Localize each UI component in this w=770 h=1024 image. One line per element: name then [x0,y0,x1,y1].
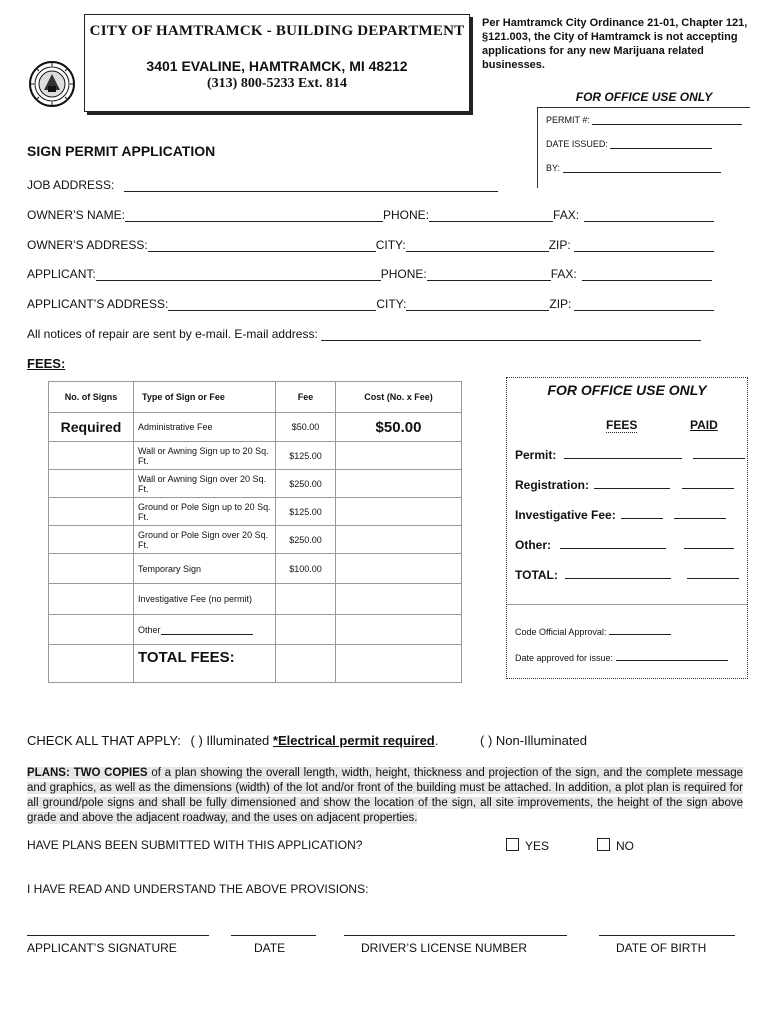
date-issued-row: DATE ISSUED: [546,138,712,149]
job-address-row: JOB ADDRESS: [27,178,498,192]
cost-input-cell[interactable] [336,584,462,615]
ordinance-note: Per Hamtramck City Ordinance 21-01, Chapter 121, §121.003, the City of Hamtramck is not accepting applications for any new Marijuana related businesses. [482,17,748,71]
sign-type-cell: Administrative Fee [134,413,276,442]
applicant-address-row: APPLICANT’S ADDRESS: CITY: ZIP: [27,297,714,311]
office-use-title: FOR OFFICE USE ONLY [575,90,713,104]
other-fee-field[interactable] [560,538,666,549]
table-row [49,554,462,584]
applicant-signature-label: APPLICANT’S SIGNATURE [27,941,177,955]
investigative-fee-field[interactable] [621,508,663,519]
total-fees-label: TOTAL FEES: [134,645,276,683]
office-use-box [537,107,750,188]
count-input-cell[interactable] [49,498,134,526]
department-phone: (313) 800-5233 Ext. 814 [207,76,347,91]
sign-type-cell: Wall or Awning Sign up to 20 Sq. Ft. [134,442,276,470]
count-input-cell[interactable] [49,526,134,554]
col-type-of-sign: Type of Sign or Fee [134,382,276,413]
fee-cell: $100.00 [276,554,336,584]
other-paid-field[interactable] [684,538,734,549]
table-row [49,645,462,683]
applicant-row: APPLICANT: PHONE: FAX: [27,267,712,281]
permit-number-field[interactable] [592,114,742,125]
col-no-of-signs: No. of Signs [49,382,134,413]
sign-type-cell: Ground or Pole Sign up to 20 Sq. Ft. [134,498,276,526]
fee-cell: $125.00 [276,442,336,470]
permit-fee-field[interactable] [564,448,682,459]
paid-column-header: PAID [690,418,718,432]
drivers-license-label: DRIVER’S LICENSE NUMBER [361,941,528,955]
table-row [49,526,462,554]
office-fees-title: FOR OFFICE USE ONLY [547,382,707,398]
owner-zip-field[interactable] [574,239,714,252]
total-fee-field[interactable] [565,568,671,579]
cost-cell: $50.00 [336,413,462,442]
plans-text: of a plan showing the overall length, width, height, thickness and projection of the sign, and the complete message and graphics, as well as the dimensions (width) of the lot and/or front of the building must be attached. In addition, a plot plan is required for all ground/pole signs and shall be fully dimensioned and show the location of the sign, all site improvements, the height of the sign above grade and above the adjacent roadway, and the uses on adjacent properties. [27,767,743,824]
yes-option[interactable]: YES [506,838,549,853]
date-approved-row: Date approved for issue: [515,651,728,663]
sign-type-cell: Ground or Pole Sign over 20 Sq. Ft. [134,526,276,554]
total-paid-field[interactable] [687,568,739,579]
owner-address-field[interactable] [148,239,376,252]
office-investigative-row: Investigative Fee: [515,508,726,522]
check-all-row: CHECK ALL THAT APPLY: ( ) Illuminated *Electrical permit required. ( ) Non-Illuminated [27,733,587,748]
col-fee: Fee [276,382,336,413]
owner-phone-field[interactable] [429,209,553,222]
table-row [49,413,462,442]
owner-city-field[interactable] [406,239,549,252]
office-other-row: Other: [515,538,734,552]
fee-cell: $125.00 [276,498,336,526]
email-row: All notices of repair are sent by e-mail. E-mail address: [27,327,701,341]
date-issued-field[interactable] [610,138,712,149]
table-row [49,584,462,615]
applicant-address-field[interactable] [168,298,376,311]
count-input-cell[interactable] [49,584,134,615]
fee-input-cell[interactable] [276,615,336,645]
other-type-cell: Other [134,615,276,645]
count-input-cell[interactable] [49,442,134,470]
office-permit-row: Permit: [515,448,745,462]
by-row: BY: [546,162,721,173]
job-address-field[interactable] [124,179,498,192]
table-row [49,470,462,498]
applicant-fax-field[interactable] [582,268,712,281]
owner-name-field[interactable] [125,209,383,222]
fee-input-cell[interactable] [276,584,336,615]
cost-input-cell[interactable] [336,554,462,584]
date-of-birth-label: DATE OF BIRTH [616,941,707,955]
plans-label: PLANS: [27,767,70,779]
owner-fax-field[interactable] [584,209,714,222]
registration-paid-field[interactable] [682,478,734,489]
permit-paid-field[interactable] [693,448,745,459]
cost-input-cell[interactable] [336,470,462,498]
department-title: CITY OF HAMTRAMCK - BUILDING DEPARTMENT [89,23,465,39]
office-total-row: TOTAL: [515,568,739,582]
fees-column-header: FEES [606,418,638,432]
applicant-field[interactable] [96,268,381,281]
sign-type-cell: Temporary Sign [134,554,276,584]
table-row [49,442,462,470]
registration-fee-field[interactable] [594,478,670,489]
fees-table [48,381,462,683]
read-understand-statement: I HAVE READ AND UNDERSTAND THE ABOVE PROVISIONS: [27,882,369,896]
approval-field[interactable] [609,625,671,635]
city-seal-icon [28,60,76,108]
fee-input-cell[interactable] [276,645,336,683]
fee-cell: $250.00 [276,470,336,498]
by-field[interactable] [563,162,721,173]
plans-submitted-question: HAVE PLANS BEEN SUBMITTED WITH THIS APPLICATION? [27,838,363,852]
fees-heading: FEES: [27,356,66,371]
divider [507,604,747,605]
no-checkbox[interactable] [597,838,610,851]
table-row [49,615,462,645]
fee-cell: $250.00 [276,526,336,554]
fee-cell: $50.00 [276,413,336,442]
count-input-cell[interactable] [49,470,134,498]
applicant-zip-field[interactable] [574,298,714,311]
count-input-cell[interactable] [49,554,134,584]
applicant-city-field[interactable] [406,298,549,311]
illuminated-option[interactable]: ( ) Illuminated [190,733,270,748]
table-row [49,498,462,526]
yes-checkbox[interactable] [506,838,519,851]
date-line[interactable] [231,935,316,936]
owner-address-row: OWNER’S ADDRESS: CITY: ZIP: [27,238,714,252]
office-fees-box [506,377,748,679]
no-option[interactable]: NO [597,838,634,853]
department-address: 3401 EVALINE, HAMTRAMCK, MI 48212 [146,58,408,74]
dob-line[interactable] [599,935,735,936]
investigative-paid-field[interactable] [674,508,726,519]
email-field[interactable] [321,328,701,341]
cost-input-cell[interactable] [336,442,462,470]
plans-paragraph [27,766,743,826]
non-illuminated-option[interactable]: ( ) Non-Illuminated [480,733,587,748]
admin-count-cell: Required [49,413,134,442]
count-input-cell[interactable] [49,645,134,683]
form-title: SIGN PERMIT APPLICATION [27,143,216,159]
count-input-cell[interactable] [49,615,134,645]
sign-type-cell: Wall or Awning Sign over 20 Sq. Ft. [134,470,276,498]
total-cost-cell[interactable] [336,645,462,683]
plans-copies: TWO COPIES [73,767,148,779]
other-type-field[interactable] [161,625,253,635]
cost-input-cell[interactable] [336,498,462,526]
date-approved-field[interactable] [616,651,728,661]
date-label: DATE [254,941,286,955]
cost-input-cell[interactable] [336,526,462,554]
license-line[interactable] [344,935,567,936]
permit-number-row: PERMIT #: [546,114,742,125]
header-box [84,14,470,112]
signature-line[interactable] [27,935,209,936]
electrical-permit-note: *Electrical permit required [272,733,435,748]
col-cost: Cost (No. x Fee) [336,382,462,413]
owner-name-row: OWNER’S NAME: PHONE: FAX: [27,208,714,222]
cost-input-cell[interactable] [336,615,462,645]
code-official-approval-row: Code Official Approval: [515,625,671,637]
office-registration-row: Registration: [515,478,734,492]
applicant-phone-field[interactable] [427,268,551,281]
sign-type-cell: Investigative Fee (no permit) [134,584,276,615]
